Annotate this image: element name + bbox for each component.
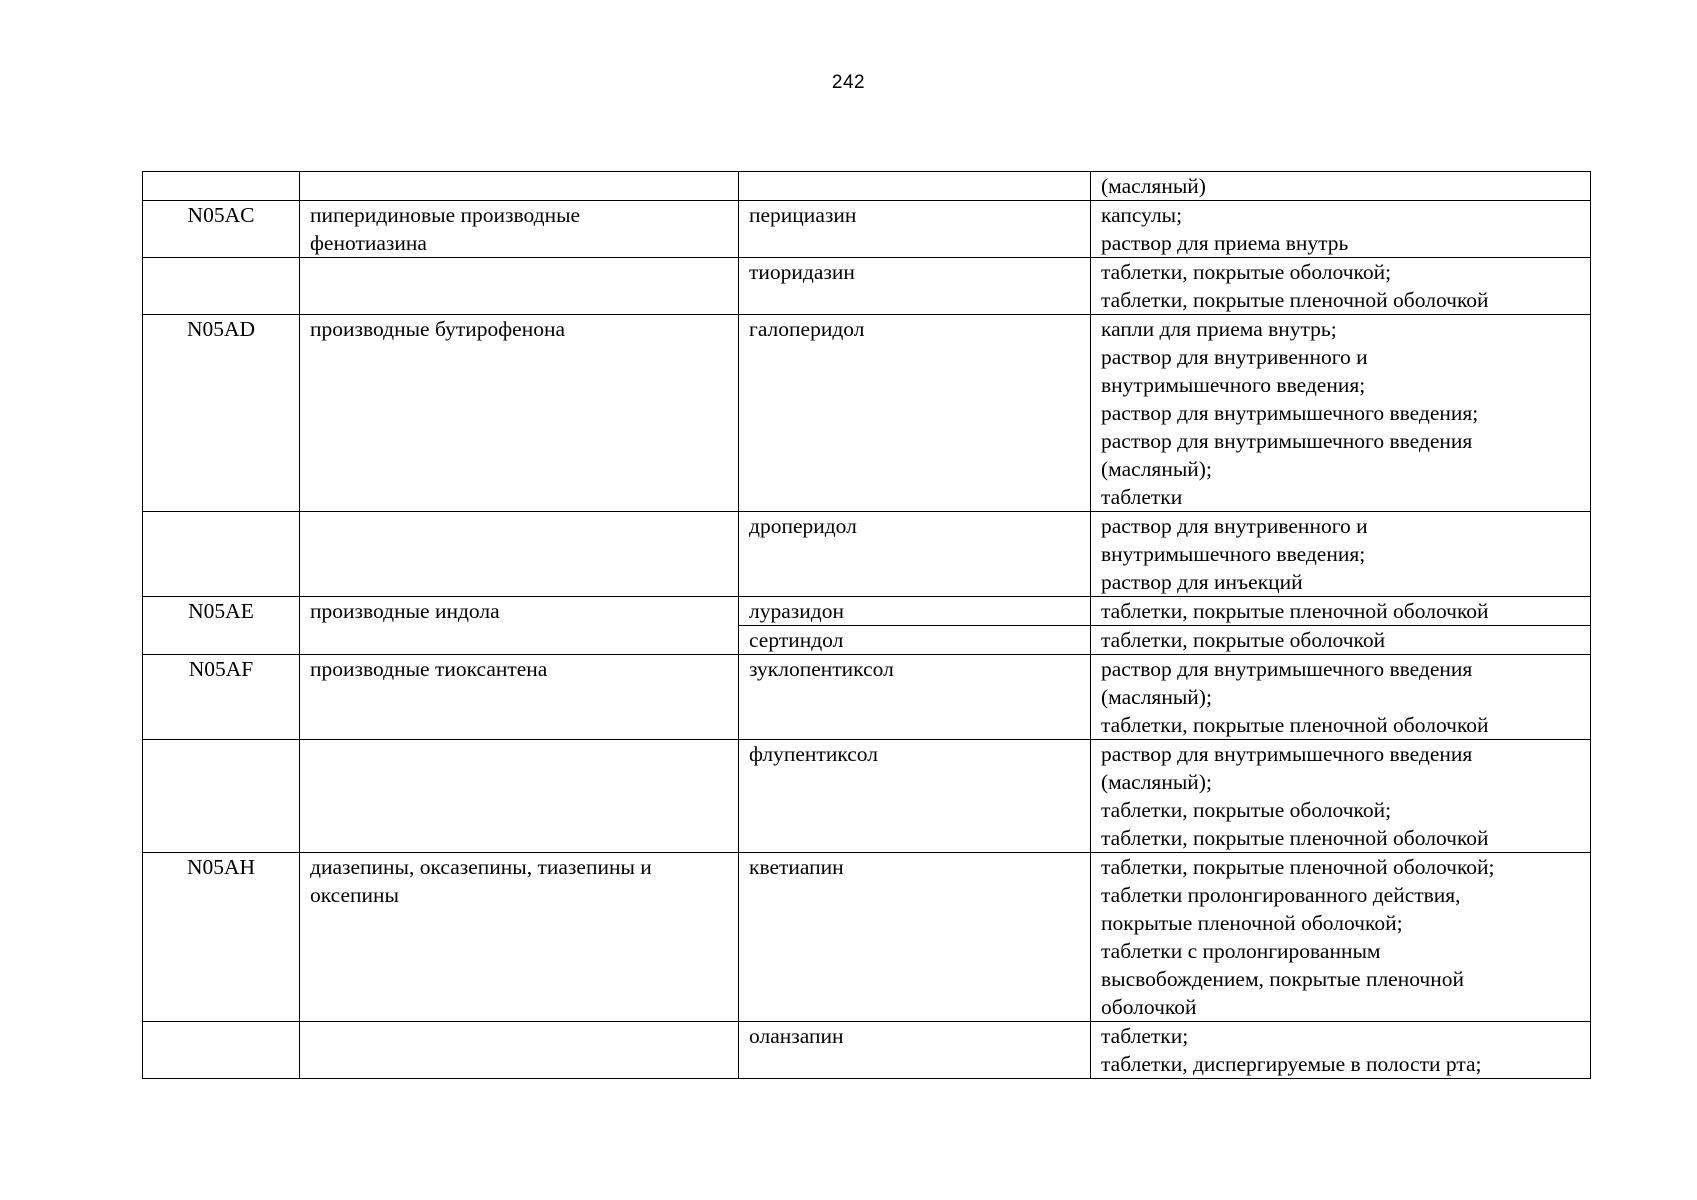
dosage-forms-cell: таблетки; таблетки, диспергируемые в полости рта; (1091, 1022, 1591, 1079)
atc-code-cell (143, 258, 300, 315)
group-cell: диазепины, оксазепины, тиазепины и оксепины (300, 853, 739, 1022)
atc-code-cell: N05AF (143, 655, 300, 740)
group-cell (300, 1022, 739, 1079)
atc-code-cell: N05AC (143, 201, 300, 258)
drug-cell: оланзапин (739, 1022, 1091, 1079)
drug-cell: сертиндол (739, 626, 1091, 655)
table-row (143, 655, 1591, 740)
dosage-forms-cell: таблетки, покрытые пленочной оболочкой (1091, 597, 1591, 626)
medication-table (142, 171, 1591, 1079)
table-row (143, 1022, 1591, 1079)
table-row (143, 172, 1591, 201)
atc-code-cell (143, 740, 300, 853)
dosage-forms-cell: таблетки, покрытые оболочкой (1091, 626, 1591, 655)
table-row (143, 315, 1591, 512)
atc-code-cell: N05AE (143, 597, 300, 655)
dosage-forms-cell: раствор для внутримышечного введения (масляный); таблетки, покрытые оболочкой; таблетки, покрытые пленочной оболочкой (1091, 740, 1591, 853)
table-row (143, 201, 1591, 258)
drug-cell: луразидон (739, 597, 1091, 626)
table-row (143, 512, 1591, 597)
drug-cell: кветиапин (739, 853, 1091, 1022)
group-cell: производные бутирофенона (300, 315, 739, 512)
dosage-forms-cell: капли для приема внутрь; раствор для внутривенного и внутримышечного введения; раствор для внутримышечного введения; раствор для внутримышечного введения (масляный); таблетки (1091, 315, 1591, 512)
drug-cell: флупентиксол (739, 740, 1091, 853)
group-cell: производные индола (300, 597, 739, 655)
dosage-forms-cell: таблетки, покрытые оболочкой; таблетки, покрытые пленочной оболочкой (1091, 258, 1591, 315)
group-cell: пиперидиновые производные фенотиазина (300, 201, 739, 258)
atc-code-cell (143, 172, 300, 201)
dosage-forms-cell: раствор для внутривенного и внутримышечного введения; раствор для инъекций (1091, 512, 1591, 597)
atc-code-cell (143, 512, 300, 597)
group-cell (300, 740, 739, 853)
table-row (143, 597, 1591, 626)
table-row (143, 740, 1591, 853)
group-cell (300, 258, 739, 315)
drug-cell: галоперидол (739, 315, 1091, 512)
group-cell: производные тиоксантена (300, 655, 739, 740)
dosage-forms-cell: капсулы; раствор для приема внутрь (1091, 201, 1591, 258)
drug-cell: зуклопентиксол (739, 655, 1091, 740)
atc-code-cell (143, 1022, 300, 1079)
dosage-forms-cell: (масляный) (1091, 172, 1591, 201)
table-row (143, 853, 1591, 1022)
drug-cell: дроперидол (739, 512, 1091, 597)
table-row (143, 258, 1591, 315)
group-cell (300, 172, 739, 201)
drug-cell (739, 172, 1091, 201)
dosage-forms-cell: раствор для внутримышечного введения (масляный); таблетки, покрытые пленочной оболочкой (1091, 655, 1591, 740)
atc-code-cell: N05AH (143, 853, 300, 1022)
group-cell (300, 512, 739, 597)
drug-cell: перициазин (739, 201, 1091, 258)
dosage-forms-cell: таблетки, покрытые пленочной оболочкой; таблетки пролонгированного действия, покрытые пленочной оболочкой; таблетки с пролонгированным высвобождением, покрытые пленочной оболочкой (1091, 853, 1591, 1022)
page-number: 242 (831, 72, 866, 93)
drug-cell: тиоридазин (739, 258, 1091, 315)
atc-code-cell: N05AD (143, 315, 300, 512)
